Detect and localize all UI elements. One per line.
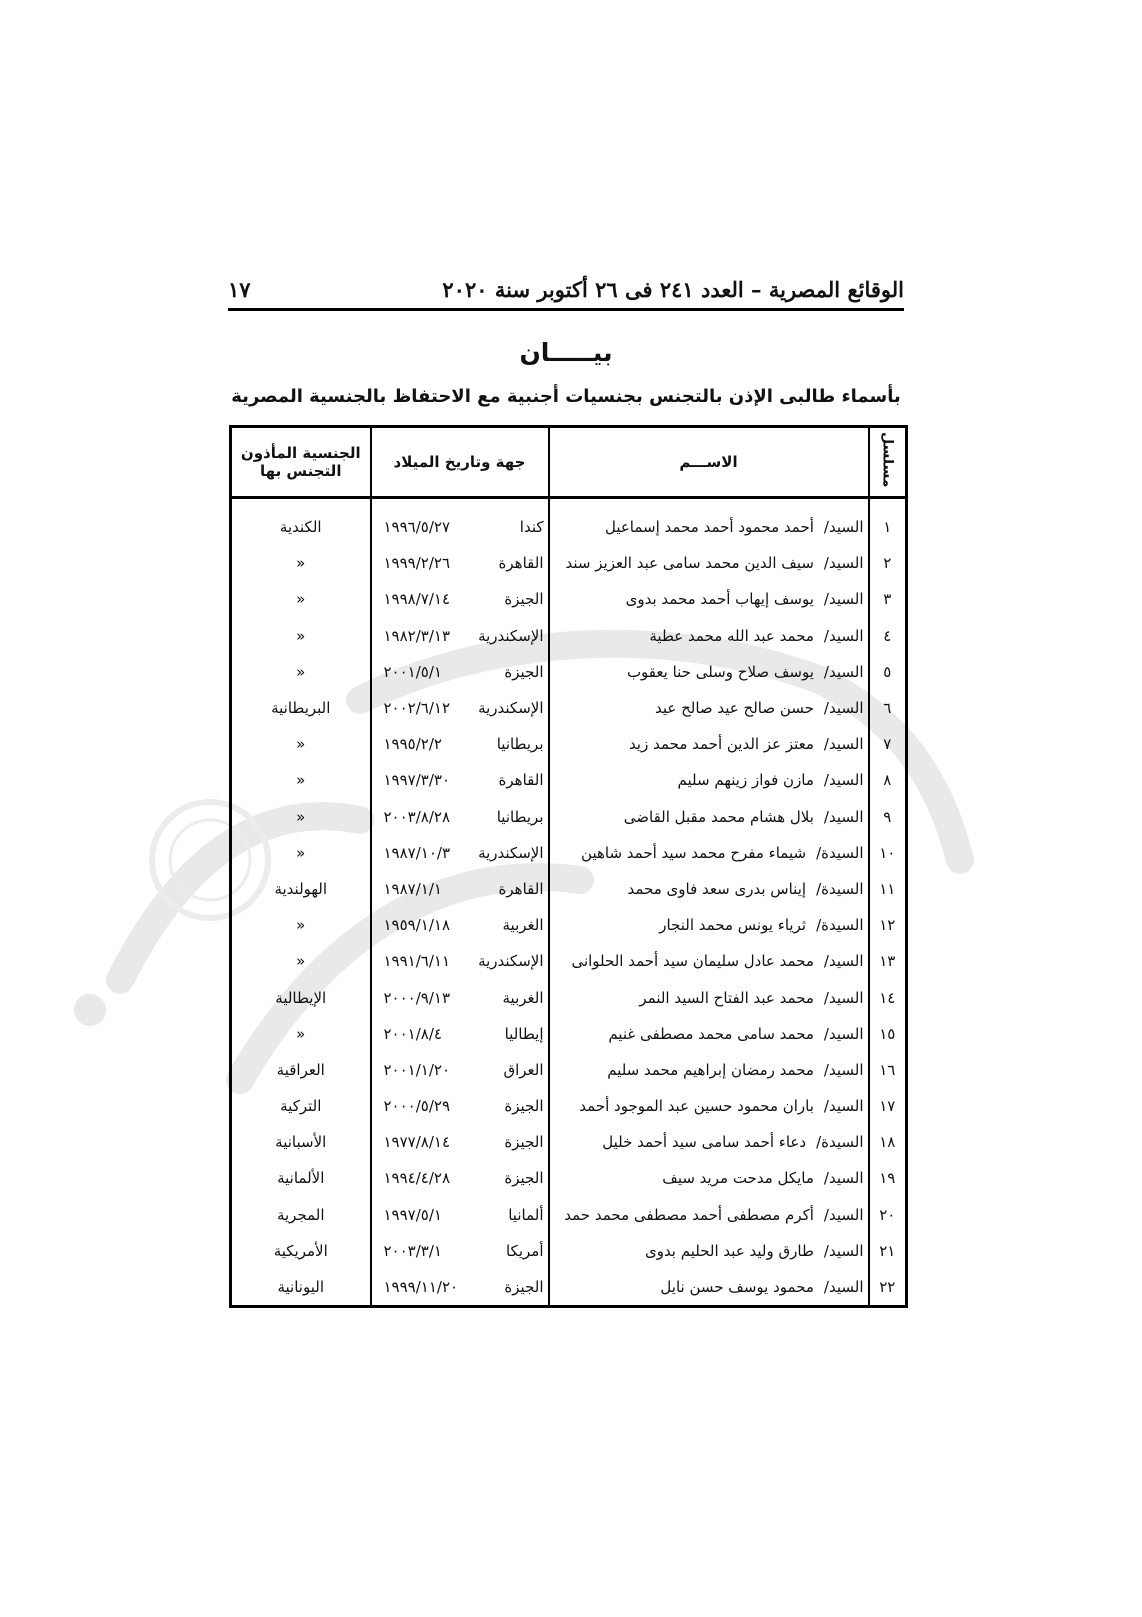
table-row — [231, 1016, 907, 1052]
table-row — [231, 979, 907, 1015]
row-birth-date: ٢٠٠٠/٩/١٣ — [383, 988, 451, 1007]
header-name: الاســـم — [549, 427, 869, 498]
row-name: شيماء مفرح محمد سيد أحمد شاهين — [581, 843, 807, 862]
row-birth-cell — [371, 654, 549, 690]
row-serial: ٢١ — [869, 1233, 907, 1269]
row-birth-place: الجيزة — [504, 1169, 544, 1188]
row-name: يوسف صلاح وسلى حنا يعقوب — [626, 662, 814, 681]
row-birth-cell — [371, 1233, 549, 1269]
table-row — [231, 907, 907, 943]
row-name-cell — [549, 1160, 869, 1196]
row-birth-cell — [371, 871, 549, 907]
row-name: محمود يوسف حسن نايل — [660, 1278, 814, 1297]
row-birth-cell — [371, 835, 549, 871]
table-row — [231, 1160, 907, 1196]
row-serial: ٥ — [869, 654, 907, 690]
row-honorific: السيد/ — [823, 699, 864, 718]
row-serial: ١ — [869, 498, 907, 546]
row-honorific: السيد/ — [823, 590, 864, 609]
row-name: حسن صالح عيد صالح عيد — [654, 699, 814, 718]
row-birth-place: الغربية — [502, 988, 544, 1007]
table-row — [231, 871, 907, 907]
row-birth-place: الإسكندرية — [478, 843, 544, 862]
row-birth-date: ١٩٩٥/٢/٢ — [383, 735, 442, 754]
row-serial: ١٩ — [869, 1160, 907, 1196]
row-honorific: السيدة/ — [816, 1133, 864, 1152]
table-row — [231, 498, 907, 546]
row-name: أكرم مصطفى أحمد مصطفى محمد حمد — [564, 1205, 814, 1224]
row-birth-place: أمريكا — [505, 1241, 544, 1260]
row-serial: ١٥ — [869, 1016, 907, 1052]
row-birth-date: ١٩٩٧/٥/١ — [383, 1205, 442, 1224]
row-honorific: السيد/ — [823, 1169, 864, 1188]
row-name-cell — [549, 1124, 869, 1160]
row-nationality: البريطانية — [231, 690, 371, 726]
row-birth-cell — [371, 1269, 549, 1307]
row-name-cell — [549, 835, 869, 871]
table-row — [231, 943, 907, 979]
row-honorific: السيد/ — [823, 1097, 864, 1116]
row-birth-place: القاهرة — [498, 554, 544, 573]
row-birth-place: القاهرة — [498, 879, 544, 898]
row-serial: ١٧ — [869, 1088, 907, 1124]
row-birth-date: ١٩٨٧/١/١ — [383, 879, 442, 898]
row-honorific: السيد/ — [823, 1024, 864, 1043]
row-birth-place: كندا — [519, 518, 544, 537]
row-honorific: السيد/ — [823, 1205, 864, 1224]
row-birth-cell — [371, 1197, 549, 1233]
table-row — [231, 1269, 907, 1307]
document-title: بيـــــان — [519, 338, 613, 367]
row-birth-cell — [371, 1160, 549, 1196]
row-name-cell — [549, 1269, 869, 1307]
row-honorific: السيد/ — [823, 1278, 864, 1297]
row-nationality: « — [231, 762, 371, 798]
header-birth: جهة وتاريخ الميلاد — [371, 427, 549, 498]
table-row — [231, 654, 907, 690]
row-birth-cell — [371, 762, 549, 798]
row-nationality: « — [231, 1016, 371, 1052]
row-honorific: السيد/ — [823, 1060, 864, 1079]
row-name: بلال هشام محمد مقبل القاضى — [623, 807, 814, 826]
table-row — [231, 618, 907, 654]
table-row — [231, 1124, 907, 1160]
row-name-cell — [549, 581, 869, 617]
row-name-cell — [549, 907, 869, 943]
row-serial: ١٦ — [869, 1052, 907, 1088]
row-birth-place: الجيزة — [504, 1097, 544, 1116]
row-serial: ١٣ — [869, 943, 907, 979]
header-nationality-line1: الجنسية المأذون — [240, 444, 361, 462]
table-row — [231, 1197, 907, 1233]
row-birth-cell — [371, 545, 549, 581]
row-name-cell — [549, 799, 869, 835]
row-name-cell — [549, 1052, 869, 1088]
row-serial: ١١ — [869, 871, 907, 907]
row-birth-place: إيطاليا — [504, 1024, 544, 1043]
header-nationality-line2: التجنس بها — [260, 462, 342, 480]
row-birth-date: ٢٠٠١/١/٢٠ — [383, 1060, 451, 1079]
row-birth-date: ١٩٩٤/٤/٢٨ — [383, 1169, 451, 1188]
row-birth-cell — [371, 799, 549, 835]
row-nationality: التركية — [231, 1088, 371, 1124]
row-name-cell — [549, 726, 869, 762]
row-birth-date: ٢٠٠١/٥/١ — [383, 662, 442, 681]
row-birth-date: ٢٠٠٢/٦/١٢ — [383, 699, 451, 718]
row-birth-date: ١٩٨٢/٣/١٣ — [383, 626, 451, 645]
row-name: دعاء أحمد سامى سيد أحمد خليل — [602, 1133, 807, 1152]
row-serial: ١٤ — [869, 979, 907, 1015]
row-name-cell — [549, 654, 869, 690]
row-serial: ٢ — [869, 545, 907, 581]
row-name-cell — [549, 943, 869, 979]
row-birth-place: بريطانيا — [496, 735, 544, 754]
row-honorific: السيد/ — [823, 952, 864, 971]
row-birth-date: ١٩٧٧/٨/١٤ — [383, 1133, 451, 1152]
row-honorific: السيد/ — [823, 735, 864, 754]
row-serial: ٦ — [869, 690, 907, 726]
row-name: أحمد محمود أحمد محمد إسماعيل — [604, 518, 814, 537]
row-honorific: السيدة/ — [816, 916, 864, 935]
row-honorific: السيد/ — [823, 1241, 864, 1260]
row-birth-place: الجيزة — [504, 662, 544, 681]
row-honorific: السيدة/ — [816, 879, 864, 898]
table-row — [231, 1233, 907, 1269]
row-name: محمد سامى محمد مصطفى غنيم — [608, 1024, 814, 1043]
row-nationality: الإيطالية — [231, 979, 371, 1015]
page-number: ١٧ — [228, 277, 251, 302]
row-nationality: « — [231, 835, 371, 871]
row-birth-cell — [371, 979, 549, 1015]
row-nationality: « — [231, 545, 371, 581]
row-birth-date: ١٩٩٩/١١/٢٠ — [383, 1278, 459, 1297]
row-nationality: العراقية — [231, 1052, 371, 1088]
row-birth-cell — [371, 581, 549, 617]
row-honorific: السيد/ — [823, 554, 864, 573]
row-name: ثرياء يونس محمد النجار — [659, 916, 807, 935]
table-row — [231, 581, 907, 617]
row-birth-cell — [371, 1052, 549, 1088]
row-birth-place: الإسكندرية — [478, 626, 544, 645]
row-birth-date: ١٩٥٩/١/١٨ — [383, 916, 451, 935]
row-nationality: « — [231, 943, 371, 979]
row-birth-date: ١٩٩١/٦/١١ — [383, 952, 451, 971]
table-row — [231, 690, 907, 726]
row-birth-cell — [371, 1124, 549, 1160]
row-serial: ١٨ — [869, 1124, 907, 1160]
row-birth-place: بريطانيا — [496, 807, 544, 826]
row-birth-cell — [371, 618, 549, 654]
row-honorific: السيد/ — [823, 771, 864, 790]
row-nationality: « — [231, 581, 371, 617]
row-nationality: الهولندية — [231, 871, 371, 907]
row-name: محمد عادل سليمان سيد أحمد الحلوانى — [571, 952, 814, 971]
row-birth-place: الغربية — [502, 916, 544, 935]
row-birth-cell — [371, 1088, 549, 1124]
row-serial: ٣ — [869, 581, 907, 617]
row-birth-place: العراق — [503, 1060, 544, 1079]
row-nationality: « — [231, 907, 371, 943]
row-nationality: الأمريكية — [231, 1233, 371, 1269]
row-nationality: « — [231, 618, 371, 654]
row-honorific: السيد/ — [823, 807, 864, 826]
table-row — [231, 835, 907, 871]
row-nationality: الكندية — [231, 498, 371, 546]
running-header — [228, 258, 904, 311]
table-row — [231, 762, 907, 798]
row-name: محمد عبد الله محمد عطية — [649, 626, 814, 645]
row-nationality: الأسبانية — [231, 1124, 371, 1160]
row-name: محمد رمضان إبراهيم محمد سليم — [607, 1060, 814, 1079]
publication-title: الوقائع المصرية – العدد ٢٤١ فى ٢٦ أكتوبر سنة ٢٠٢٠ — [442, 277, 904, 302]
row-name-cell — [549, 871, 869, 907]
table-row — [231, 726, 907, 762]
row-birth-date: ١٩٩٨/٧/١٤ — [383, 590, 451, 609]
row-name-cell — [549, 545, 869, 581]
header-serial: مسلسل — [869, 427, 907, 498]
row-name-cell — [549, 690, 869, 726]
row-nationality: « — [231, 654, 371, 690]
row-birth-date: ١٩٩٧/٣/٣٠ — [383, 771, 451, 790]
row-name: باران محمود حسين عبد الموجود أحمد — [579, 1097, 814, 1116]
row-birth-place: الإسكندرية — [478, 699, 544, 718]
row-birth-date: ٢٠٠٣/٨/٢٨ — [383, 807, 451, 826]
row-honorific: السيدة/ — [816, 843, 864, 862]
row-serial: ٧ — [869, 726, 907, 762]
row-birth-place: الجيزة — [504, 1278, 544, 1297]
row-nationality: الألمانية — [231, 1160, 371, 1196]
row-birth-place: الجيزة — [504, 1133, 544, 1152]
row-birth-cell — [371, 726, 549, 762]
table-header-row — [231, 427, 907, 498]
row-name-cell — [549, 1016, 869, 1052]
header-nationality — [231, 427, 371, 498]
row-name-cell — [549, 1088, 869, 1124]
row-name-cell — [549, 762, 869, 798]
row-name: يوسف إيهاب أحمد محمد بدوى — [625, 590, 814, 609]
row-birth-cell — [371, 1016, 549, 1052]
row-birth-cell — [371, 690, 549, 726]
row-name: مايكل مدحت مريد سيف — [662, 1169, 814, 1188]
row-nationality: اليونانية — [231, 1269, 371, 1307]
row-name: محمد عبد الفتاح السيد النمر — [639, 988, 814, 1007]
row-birth-cell — [371, 498, 549, 546]
row-serial: ٤ — [869, 618, 907, 654]
row-honorific: السيد/ — [823, 988, 864, 1007]
row-serial: ٢٢ — [869, 1269, 907, 1307]
row-serial: ١٠ — [869, 835, 907, 871]
row-nationality: « — [231, 799, 371, 835]
row-name: مازن فواز زينهم سليم — [677, 771, 814, 790]
row-serial: ٩ — [869, 799, 907, 835]
table-row — [231, 799, 907, 835]
row-birth-place: الجيزة — [504, 590, 544, 609]
table-row — [231, 545, 907, 581]
row-name-cell — [549, 618, 869, 654]
row-birth-date: ٢٠٠١/٨/٤ — [383, 1024, 442, 1043]
row-birth-place: ألمانيا — [508, 1205, 544, 1224]
table-row — [231, 1052, 907, 1088]
row-birth-date: ١٩٨٧/١٠/٣ — [383, 843, 451, 862]
row-serial: ٢٠ — [869, 1197, 907, 1233]
row-name-cell — [549, 498, 869, 546]
row-name-cell — [549, 1233, 869, 1269]
row-name: سيف الدين محمد سامى عبد العزيز سند — [565, 554, 814, 573]
names-table — [229, 425, 908, 1308]
row-nationality: المجرية — [231, 1197, 371, 1233]
table-row — [231, 1088, 907, 1124]
row-name-cell — [549, 979, 869, 1015]
row-name: إيناس بدرى سعد فاوى محمد — [627, 879, 807, 898]
row-birth-date: ٢٠٠٣/٣/١ — [383, 1241, 442, 1260]
row-serial: ١٢ — [869, 907, 907, 943]
row-birth-place: القاهرة — [498, 771, 544, 790]
row-serial: ٨ — [869, 762, 907, 798]
row-birth-date: ٢٠٠٠/٥/٢٩ — [383, 1097, 451, 1116]
row-birth-place: الإسكندرية — [478, 952, 544, 971]
row-nationality: « — [231, 726, 371, 762]
document-subtitle: بأسماء طالبى الإذن بالتجنس بجنسيات أجنبية مع الاحتفاظ بالجنسية المصرية — [231, 386, 901, 407]
row-honorific: السيد/ — [823, 626, 864, 645]
row-birth-date: ١٩٩٦/٥/٢٧ — [383, 518, 451, 537]
row-birth-date: ١٩٩٩/٢/٢٦ — [383, 554, 451, 573]
row-honorific: السيد/ — [823, 662, 864, 681]
row-birth-cell — [371, 907, 549, 943]
row-name-cell — [549, 1197, 869, 1233]
row-name: طارق وليد عبد الحليم بدوى — [644, 1241, 814, 1260]
row-honorific: السيد/ — [823, 518, 864, 537]
row-birth-cell — [371, 943, 549, 979]
row-name: معتز عز الدين أحمد محمد زيد — [629, 735, 814, 754]
